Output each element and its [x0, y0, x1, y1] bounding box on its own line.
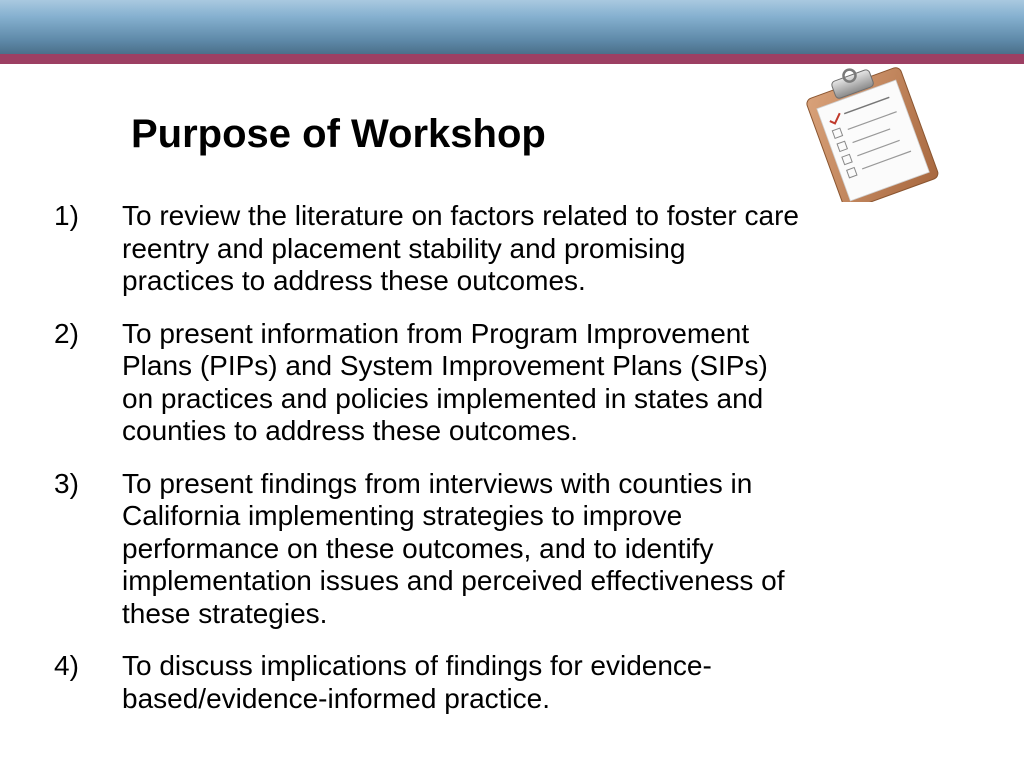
item-line: Plans (PIPs) and System Improvement Plans (SIPs): [122, 350, 768, 381]
item-number: 3): [54, 467, 79, 499]
list-item: [50, 318, 970, 448]
item-line: To present findings from interviews with counties in: [122, 467, 753, 499]
item-number: 1): [54, 200, 79, 231]
item-line: To discuss implications of findings for evidence-: [122, 650, 712, 681]
item-line: based/evidence-informed practice.: [122, 682, 551, 714]
item-line: these strategies.: [122, 597, 328, 629]
item-number: 2): [54, 317, 79, 349]
item-number: 4): [54, 650, 79, 681]
item-line: California implementing strategies to improve: [122, 500, 683, 531]
item-line: To review the literature on factors related to foster care: [122, 200, 799, 231]
item-line: implementation issues and perceived effectiveness of: [122, 565, 785, 596]
list-item: [50, 468, 970, 631]
list-item: [50, 650, 970, 715]
item-line: performance on these outcomes, and to identify: [122, 532, 714, 564]
item-line: on practices and policies implemented in states and: [122, 382, 764, 414]
purpose-list: [50, 200, 970, 735]
item-line: practices to address these outcomes.: [122, 265, 586, 296]
item-line: To present information from Program Improvement: [122, 317, 750, 349]
item-line: reentry and placement stability and promising: [122, 232, 686, 264]
item-line: counties to address these outcomes.: [122, 415, 579, 446]
header-band: [0, 0, 1024, 54]
slide-title: Purpose of Workshop: [131, 112, 546, 156]
clipboard-checklist-icon: [790, 62, 950, 202]
list-item: [50, 200, 970, 298]
